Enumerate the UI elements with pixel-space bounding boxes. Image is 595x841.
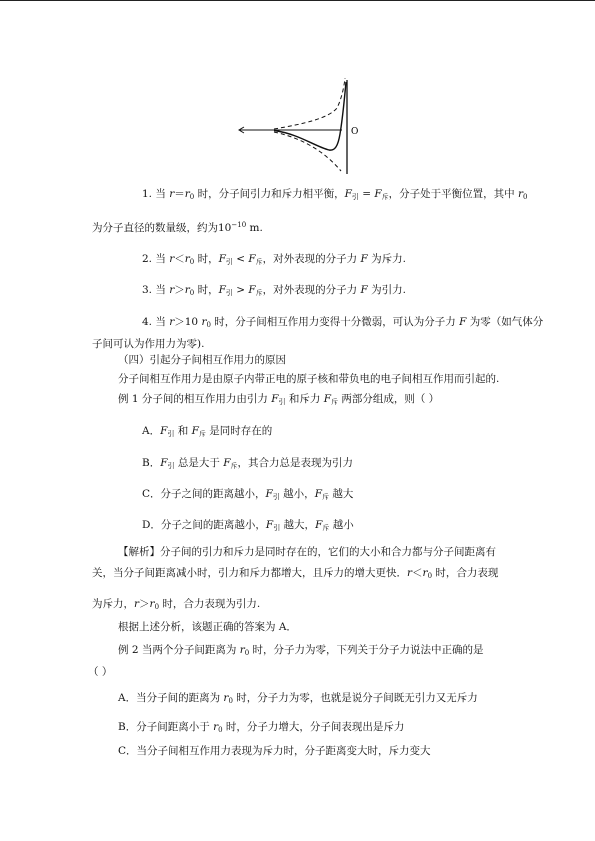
section-body: 分子间相互作用力是由原子内带正电的原子核和带负电的电子间相互作用而引起的. bbox=[118, 373, 500, 385]
para2: 2. 当 $r<r_0$ 时，$F_引 < F_斥$，对外表现的分子力 F 为斥力. bbox=[142, 253, 406, 266]
example2-option-a: A．当分子间的距离为 $r_0$ 时，分子力为零，也就是说分子间既无引力又无斥力 bbox=[118, 692, 478, 705]
section-heading: （四）引起分子间相互作用力的原因 bbox=[118, 354, 286, 366]
example1-option-c: C．分子之间的距离越小，$F_引$ 越小，$F_斥$ 越大 bbox=[142, 488, 354, 501]
example2-paren: （ ） bbox=[88, 666, 113, 678]
para4-line2: 子间可认为作用力为零). bbox=[92, 338, 205, 350]
analysis-conclusion: 根据上述分析，该题正确的答案为 A． bbox=[118, 621, 297, 633]
para4-line1: 4. 当 r＞10 $r_0$ 时，分子间相互作用力变得十分微弱，可认为分子力 F 为零（如气体分 bbox=[142, 316, 544, 329]
example1-option-d: D．分子之间的距离越小，$F_引$ 越大，$F_斥$ 越小 bbox=[142, 519, 354, 532]
example1-option-b: B．$F_引$ 总是大于 $F_斥$，其合力总是表现为引力 bbox=[142, 457, 353, 470]
example1-stem: 例 1 分子间的相互作用力由引力 $F_引$ 和斥力 $F_斥$ 两部分组成，则（ ） bbox=[118, 393, 440, 406]
para1-line2: 为分子直径的数量级，约为$10^{-10}$ m. bbox=[92, 221, 263, 234]
example1-option-a: A．$F_引$ 和 $F_斥$ 是同时存在的 bbox=[142, 425, 273, 438]
analysis-line1: 【解析】分子间的引力和斥力是同时存在的，它们的大小和合力都与分子间距离有 bbox=[118, 546, 496, 558]
molecular-force-graph bbox=[234, 76, 364, 176]
analysis-line2: 关，当分子间距离减小时，引力和斥力都增大，且斥力的增大更快．$r<r_0$ 时，合力表现 bbox=[92, 567, 499, 580]
attractive-curve bbox=[274, 132, 341, 171]
para1-line1: 1. 当 $r=r_0$ 时，分子间引力和斥力相平衡，$F_引 = F_斥$，分子处于平衡位置，其中 $r_0$ bbox=[142, 188, 528, 201]
top-rule bbox=[0, 0, 595, 1]
origin-label: O bbox=[351, 127, 359, 137]
para3: 3. 当 $r>r_0$ 时，$F_引 > F_斥$，对外表现的分子力 F 为引力. bbox=[142, 284, 406, 297]
example2-stem: 例 2 当两个分子间距离为 $r_0$ 时，分子力为零，下列关于分子力说法中正确的是 bbox=[118, 644, 484, 657]
analysis-line3: 为斥力，$r>r_0$ 时，合力表现为引力. bbox=[92, 598, 261, 611]
net-force-curve bbox=[274, 82, 346, 150]
repulsive-curve bbox=[274, 78, 345, 129]
example2-option-b: B．分子间距离小于 $r_0$ 时，分子力增大，分子间表现出是斥力 bbox=[118, 721, 405, 734]
example2-option-c: C．当分子间相互作用力表现为斥力时，分子距离变大时，斥力变大 bbox=[118, 745, 431, 757]
